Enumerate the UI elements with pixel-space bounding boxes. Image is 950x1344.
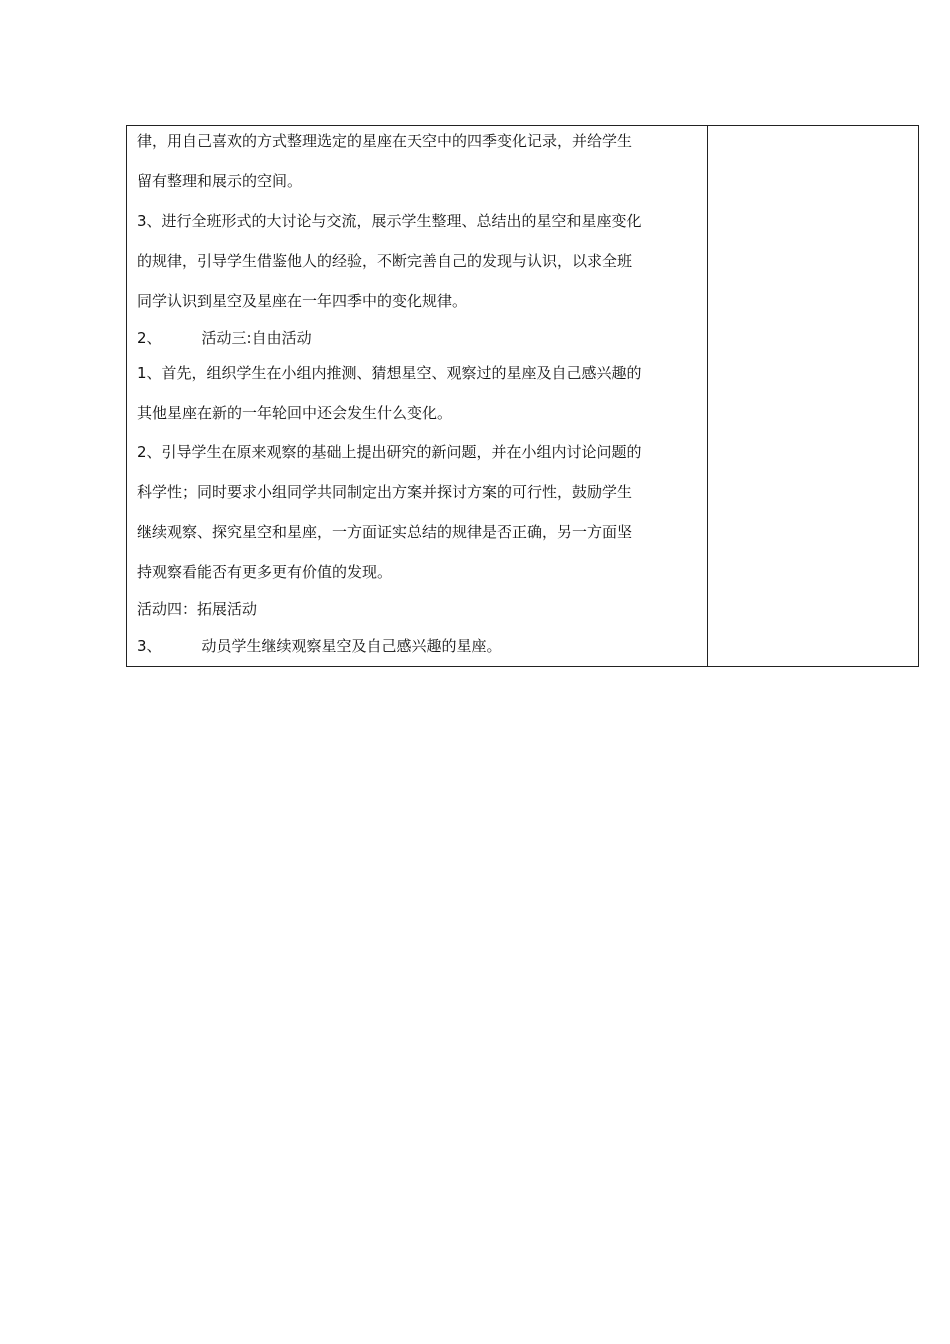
- text-line: 同学认识到星空及星座在一年四季中的变化规律。: [137, 292, 468, 310]
- activity-heading-3: [137, 328, 698, 348]
- text-line: 继续观察、探究星空和星座，一方面证实总结的规律是否正确，另一方面坚: [137, 523, 633, 541]
- lesson-text: [127, 131, 707, 656]
- lesson-table: [126, 125, 919, 667]
- text-line: 的规律，引导学生借鉴他人的经验，不断完善自己的发现与认识，以求全班: [137, 252, 633, 270]
- main-content-cell: [127, 126, 708, 667]
- activity-title: 活动三:自由活动: [201, 329, 312, 347]
- text-line: 2、引导学生在原来观察的基础上提出研究的新问题，并在小组内讨论问题的: [137, 443, 642, 461]
- table-row: [127, 126, 919, 667]
- final-item: [137, 636, 698, 656]
- text-line: 科学性；同时要求小组同学共同制定出方案并探讨方案的可行性，鼓励学生: [137, 483, 633, 501]
- text-line: 留有整理和展示的空间。: [137, 172, 303, 190]
- final-item-text: 动员学生继续观察星空及自己感兴趣的星座。: [201, 637, 502, 655]
- list-marker: 2、: [137, 329, 162, 347]
- text-line: 其他星座在新的一年轮回中还会发生什么变化。: [137, 404, 453, 422]
- text-line: 律，用自己喜欢的方式整理选定的星座在天空中的四季变化记录，并给学生: [137, 132, 633, 150]
- text-line: 持观察看能否有更多更有价值的发现。: [137, 563, 393, 581]
- text-line: 1、首先，组织学生在小组内推测、猜想星空、观察过的星座及自己感兴趣的: [137, 364, 642, 382]
- list-marker: 3、: [137, 637, 162, 655]
- empty-side-cell: [708, 126, 919, 667]
- text-line: 3、进行全班形式的大讨论与交流，展示学生整理、总结出的星空和星座变化: [137, 212, 642, 230]
- activity-heading-4: 活动四：拓展活动: [137, 600, 258, 618]
